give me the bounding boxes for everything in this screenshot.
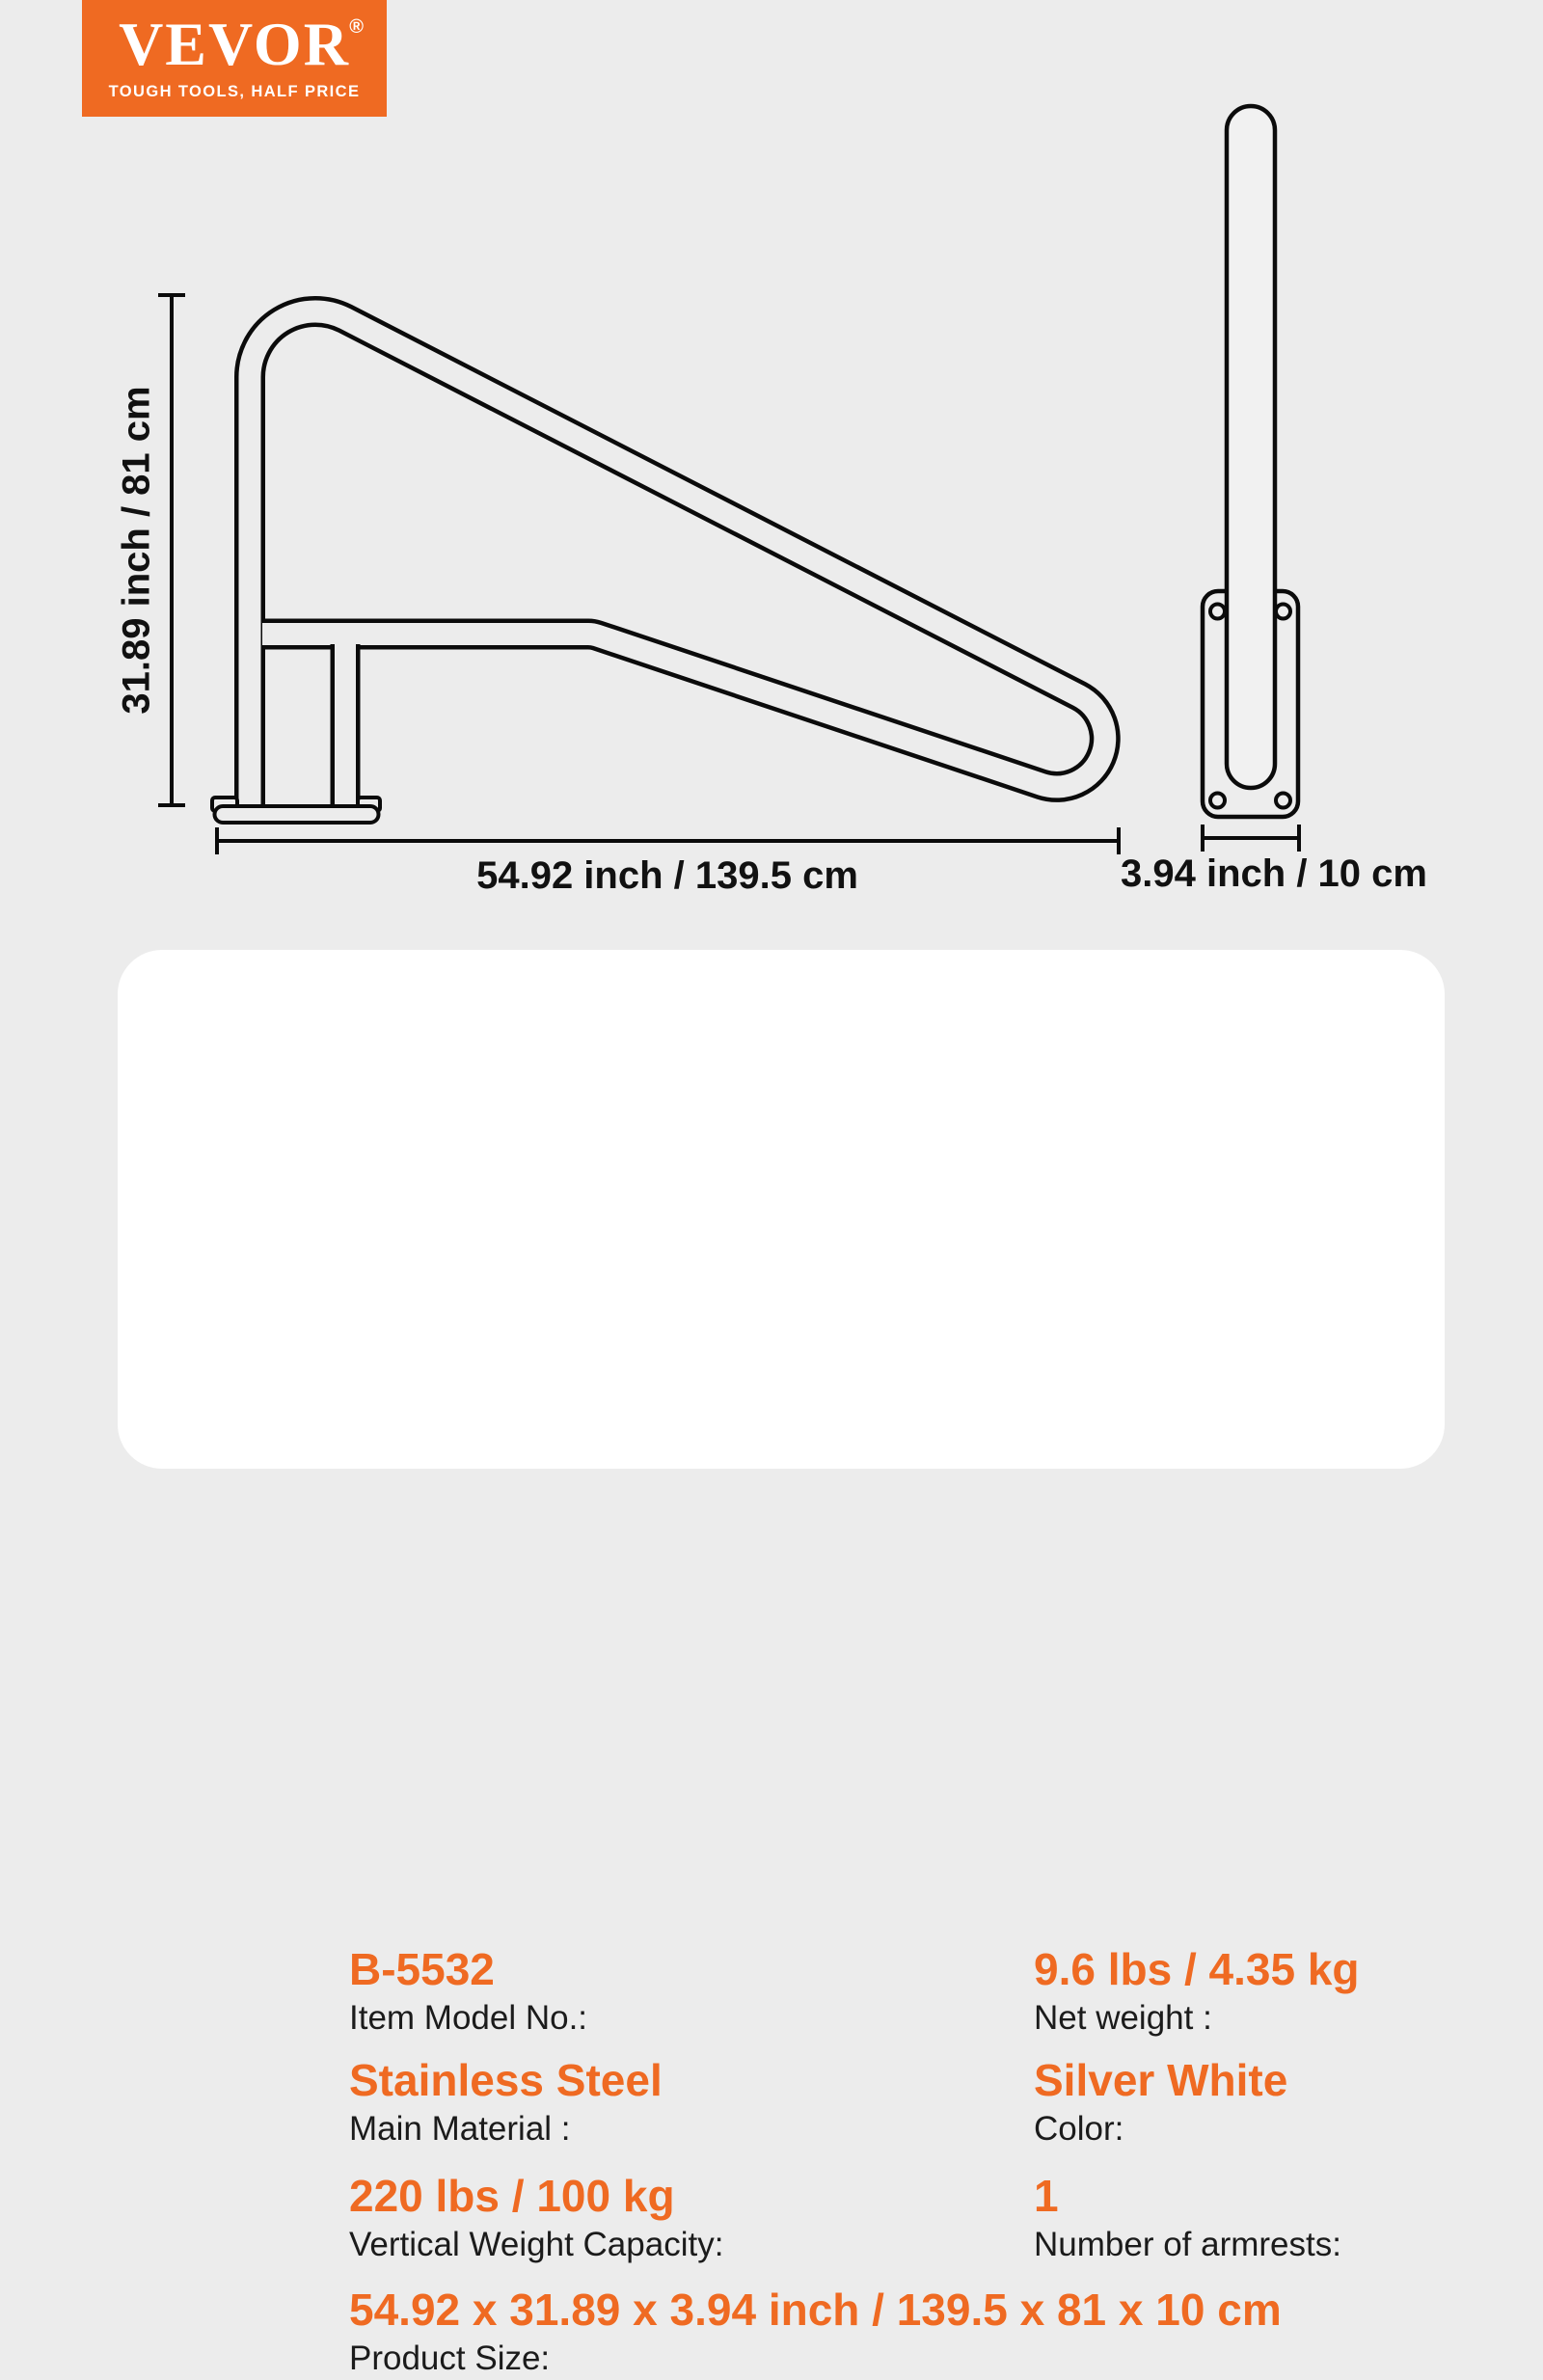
width-dimension-line bbox=[217, 827, 1119, 854]
handrail-side-view bbox=[1203, 106, 1298, 817]
spec-label: Net weight : bbox=[1034, 1999, 1212, 2037]
height-dimension-line bbox=[158, 295, 185, 805]
handrail-front-view bbox=[212, 311, 1105, 823]
spec-value: Silver White bbox=[1034, 2055, 1288, 2105]
spec-armrest-count bbox=[1034, 2171, 1341, 2266]
spec-item-model bbox=[349, 1944, 587, 2040]
vevor-logo-tagline: TOUGH TOOLS, HALF PRICE bbox=[108, 83, 361, 100]
spec-product-size bbox=[349, 2285, 1282, 2380]
spec-weight-capacity bbox=[349, 2171, 723, 2266]
width-dimension-label: 54.92 inch / 139.5 cm bbox=[476, 854, 858, 897]
spec-value: 9.6 lbs / 4.35 kg bbox=[1034, 1944, 1360, 1994]
spec-card bbox=[118, 950, 1445, 2377]
spec-net-weight bbox=[1034, 1944, 1360, 2040]
spec-value: B-5532 bbox=[349, 1944, 495, 1994]
registered-trademark-icon: ® bbox=[349, 16, 364, 38]
spec-label: Product Size: bbox=[349, 2339, 551, 2377]
spec-label: Main Material : bbox=[349, 2110, 571, 2148]
spec-value: 54.92 x 31.89 x 3.94 inch / 139.5 x 81 x 10 cm bbox=[349, 2285, 1282, 2335]
spec-label: Number of armrests: bbox=[1034, 2226, 1341, 2263]
handrail-technical-drawing bbox=[0, 0, 1543, 926]
spec-label: Item Model No.: bbox=[349, 1999, 588, 2037]
spec-value: 1 bbox=[1034, 2171, 1059, 2221]
spec-value: Stainless Steel bbox=[349, 2055, 663, 2105]
height-dimension-label: 31.89 inch / 81 cm bbox=[115, 386, 158, 715]
depth-dimension-line bbox=[1203, 825, 1299, 852]
spec-color bbox=[1034, 2055, 1287, 2150]
spec-label: Color: bbox=[1034, 2110, 1124, 2148]
spec-material bbox=[349, 2055, 663, 2150]
depth-dimension-label: 3.94 inch / 10 cm bbox=[1121, 852, 1427, 895]
spec-value: 220 lbs / 100 kg bbox=[349, 2171, 675, 2221]
vevor-logo-wordmark: VEVOR bbox=[119, 10, 350, 78]
spec-label: Vertical Weight Capacity: bbox=[349, 2226, 724, 2263]
